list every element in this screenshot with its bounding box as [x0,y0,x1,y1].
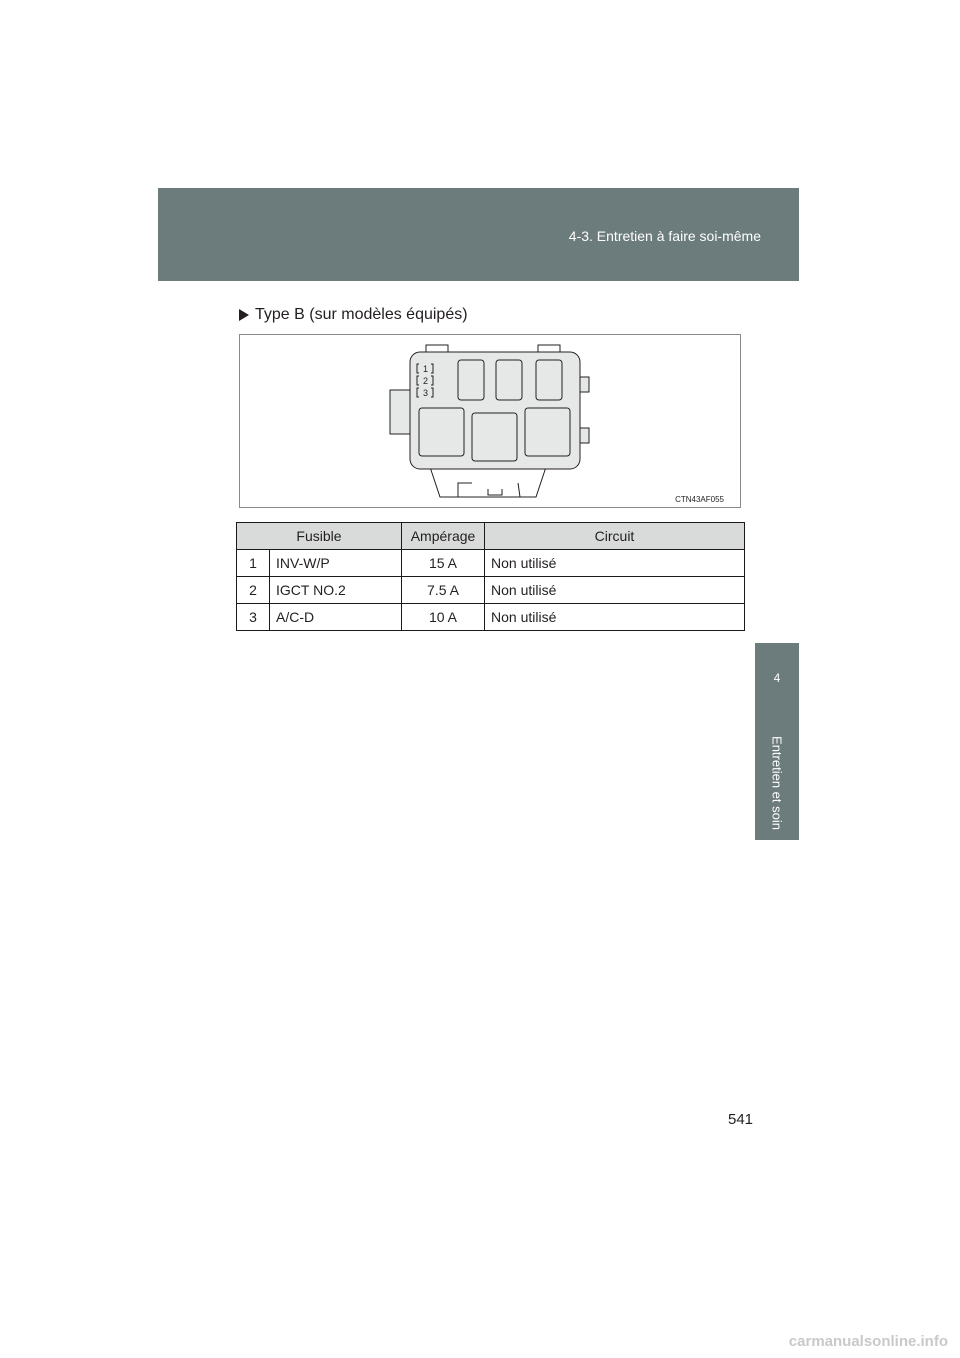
header-fuse: Fusible [237,523,402,550]
fuse-amperage: 7.5 A [402,577,485,604]
section-heading-text: Type B (sur modèles équipés) [255,306,468,323]
fuse-amperage: 10 A [402,604,485,631]
fuse-table [236,522,745,631]
chapter-label: Entretien et soin [769,736,785,830]
fuse-name: A/C-D [270,604,402,631]
fuse-number: 2 [237,577,270,604]
figure-code: CTN43AF055 [675,495,724,504]
chapter-side-tab [755,643,799,840]
fuse-name: INV-W/P [270,550,402,577]
fuse-box-diagram [240,335,740,507]
table-row [237,550,745,577]
fuse-label-3: 3 [423,388,429,398]
chapter-number: 4 [773,671,781,685]
fuse-label-1: 1 [423,364,429,374]
fuse-label-2: 2 [423,376,429,386]
fuse-name: IGCT NO.2 [270,577,402,604]
fuse-circuit: Non utilisé [485,550,745,577]
fuse-number: 1 [237,550,270,577]
section-heading [239,306,468,324]
arrow-right-icon [239,309,249,321]
fuse-box-figure [239,334,741,508]
table-header-row [237,523,745,550]
watermark: carmanualsonline.info [788,1333,948,1350]
fuse-circuit: Non utilisé [485,577,745,604]
fuse-amperage: 15 A [402,550,485,577]
page-number: 541 [728,1111,754,1128]
header-circuit: Circuit [485,523,745,550]
header-amperage: Ampérage [402,523,485,550]
table-row [237,604,745,631]
header-band [158,188,799,281]
section-title: 4-3. Entretien à faire soi-même [568,228,761,244]
fuse-number: 3 [237,604,270,631]
table-row [237,577,745,604]
fuse-circuit: Non utilisé [485,604,745,631]
